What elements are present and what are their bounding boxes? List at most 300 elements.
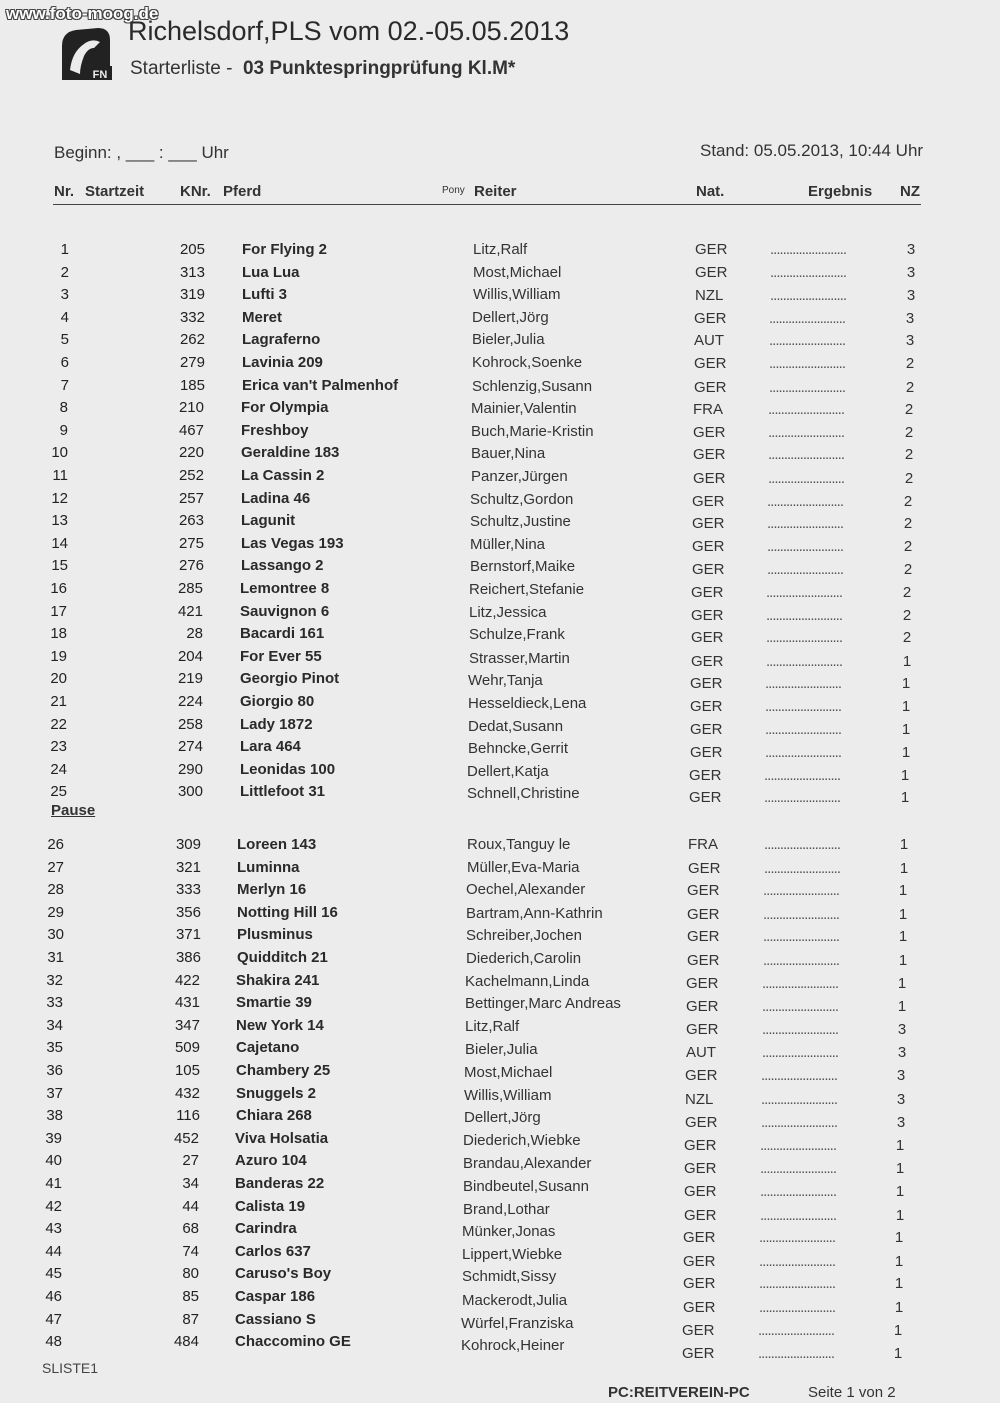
nz-value: 1 bbox=[893, 1345, 903, 1363]
result-field: ........................ bbox=[767, 561, 844, 579]
rider-name: Litz,Ralf bbox=[465, 1017, 520, 1035]
table-row bbox=[0, 1197, 1000, 1224]
nationality: GER bbox=[687, 928, 720, 946]
nz-value: 3 bbox=[896, 1067, 906, 1084]
result-field: ........................ bbox=[770, 241, 847, 258]
nz-value: 1 bbox=[900, 789, 910, 807]
rider-name: Bieler,Julia bbox=[465, 1041, 538, 1059]
nationality: GER bbox=[694, 355, 727, 372]
rider-name: Bettinger,Marc Andreas bbox=[465, 995, 621, 1013]
result-field: ........................ bbox=[761, 1114, 838, 1132]
nationality: NZL bbox=[695, 287, 724, 305]
nz-value: 1 bbox=[894, 1299, 904, 1316]
rider-name: Hesseldieck,Lena bbox=[468, 695, 587, 712]
page-title: Richelsdorf,PLS vom 02.-05.05.2013 bbox=[128, 16, 570, 46]
starter-number: 17 bbox=[50, 602, 67, 620]
result-field: ........................ bbox=[763, 882, 840, 900]
result-field: ........................ bbox=[760, 1136, 837, 1154]
starter-number: 13 bbox=[51, 512, 68, 530]
starter-number: 10 bbox=[51, 444, 68, 462]
nz-value: 3 bbox=[906, 263, 916, 281]
table-row bbox=[0, 512, 1000, 534]
nationality: GER bbox=[687, 952, 720, 969]
starter-number: 30 bbox=[47, 926, 64, 944]
result-field: ........................ bbox=[766, 652, 843, 670]
nz-value: 3 bbox=[897, 1044, 907, 1062]
horse-name: Loreen 143 bbox=[237, 836, 317, 853]
nationality: GER bbox=[685, 1114, 718, 1132]
horse-name: For Flying 2 bbox=[242, 241, 328, 258]
competitor-number: 421 bbox=[177, 602, 203, 620]
result-field: ........................ bbox=[758, 1345, 835, 1363]
result-field: ........................ bbox=[768, 401, 845, 419]
rider-name: Schultz,Justine bbox=[470, 513, 571, 531]
rider-name: Mackerodt,Julia bbox=[462, 1292, 568, 1309]
competitor-number: 28 bbox=[186, 625, 203, 643]
table-row bbox=[0, 1265, 1000, 1293]
header-pferd: Pferd bbox=[223, 183, 262, 200]
nationality: GER bbox=[691, 629, 724, 647]
nz-value: 3 bbox=[905, 309, 915, 327]
horse-name: Lavinia 209 bbox=[242, 354, 323, 371]
starter-number: 21 bbox=[50, 693, 67, 710]
table-row bbox=[0, 904, 1000, 926]
rider-name: Dedat,Susann bbox=[468, 717, 564, 735]
result-field: ........................ bbox=[759, 1299, 836, 1316]
result-field: ........................ bbox=[769, 332, 846, 350]
nationality: GER bbox=[683, 1252, 716, 1270]
starter-number: 25 bbox=[50, 783, 67, 801]
table-row bbox=[0, 1242, 1000, 1270]
list-code: SLISTE1 bbox=[42, 1360, 99, 1376]
competitor-number: 371 bbox=[175, 926, 201, 944]
starter-number: 4 bbox=[60, 308, 69, 326]
header-nz: NZ bbox=[900, 183, 920, 200]
header-knr: KNr. bbox=[180, 183, 211, 200]
nz-value: 1 bbox=[901, 744, 911, 762]
header-reiter: Reiter bbox=[474, 183, 517, 200]
result-field: ........................ bbox=[761, 1067, 838, 1084]
nationality: AUT bbox=[694, 332, 724, 350]
rider-name: Litz,Jessica bbox=[469, 603, 547, 621]
rider-name: Lippert,Wiebke bbox=[462, 1245, 563, 1263]
rider-name: Most,Michael bbox=[473, 263, 562, 281]
nz-value: 1 bbox=[899, 859, 909, 877]
table-row bbox=[0, 881, 1000, 903]
competitor-number: 333 bbox=[175, 881, 201, 899]
nz-value: 1 bbox=[894, 1229, 904, 1247]
nz-value: 1 bbox=[894, 1275, 904, 1293]
result-field: ........................ bbox=[758, 1321, 835, 1339]
competitor-number: 210 bbox=[178, 399, 204, 417]
table-row bbox=[0, 241, 1000, 263]
starter-number: 48 bbox=[45, 1333, 62, 1351]
table-row bbox=[0, 264, 1000, 286]
result-field: ........................ bbox=[762, 974, 839, 992]
starter-number: 41 bbox=[45, 1175, 62, 1192]
competitor-number: 321 bbox=[175, 858, 201, 876]
starter-number: 23 bbox=[50, 738, 67, 756]
competitor-number: 300 bbox=[177, 783, 203, 801]
table-row bbox=[0, 444, 1000, 466]
competitor-number: 68 bbox=[182, 1220, 199, 1238]
competitor-number: 356 bbox=[175, 903, 201, 921]
starter-number: 47 bbox=[45, 1310, 62, 1328]
nz-value: 3 bbox=[905, 332, 915, 350]
rider-name: Diederich,Carolin bbox=[466, 950, 582, 967]
nz-value: 1 bbox=[898, 905, 908, 923]
result-field: ........................ bbox=[762, 1044, 839, 1062]
starter-number: 6 bbox=[60, 354, 69, 371]
nationality: GER bbox=[690, 720, 723, 738]
table-row bbox=[0, 467, 1000, 489]
nationality: GER bbox=[686, 1020, 719, 1038]
competitor-number: 34 bbox=[182, 1175, 199, 1192]
horse-name: Notting Hill 16 bbox=[237, 903, 338, 921]
nz-value: 1 bbox=[899, 836, 909, 853]
horse-name: Caspar 186 bbox=[235, 1288, 316, 1305]
nz-value: 1 bbox=[901, 698, 911, 715]
nz-value: 2 bbox=[902, 584, 912, 601]
header-nat: Nat. bbox=[696, 183, 725, 200]
nationality: GER bbox=[687, 905, 720, 923]
nationality: GER bbox=[687, 882, 720, 900]
result-field: ........................ bbox=[759, 1275, 836, 1293]
horse-name: Chaccomino GE bbox=[235, 1333, 351, 1351]
rider-name: Brandau,Alexander bbox=[463, 1155, 592, 1173]
result-field: ........................ bbox=[763, 952, 840, 969]
table-row bbox=[0, 557, 1000, 579]
pause-label: Pause bbox=[51, 802, 96, 819]
nationality: GER bbox=[694, 378, 727, 396]
nz-value: 1 bbox=[901, 675, 911, 693]
table-row bbox=[0, 716, 1000, 738]
nz-value: 3 bbox=[906, 287, 916, 305]
horse-name: Azuro 104 bbox=[235, 1152, 307, 1170]
nz-value: 2 bbox=[904, 446, 914, 464]
nationality: FRA bbox=[693, 401, 723, 419]
starter-number: 18 bbox=[50, 625, 67, 643]
starter-number: 1 bbox=[60, 241, 69, 258]
page-subtitle bbox=[130, 58, 515, 80]
competitor-number: 258 bbox=[177, 715, 203, 733]
rider-name: Bernstorf,Maike bbox=[470, 558, 576, 576]
rider-name: Münker,Jonas bbox=[462, 1223, 556, 1241]
horse-name: Lagraferno bbox=[242, 331, 321, 349]
horse-name: Giorgio 80 bbox=[240, 693, 315, 710]
nz-value: 2 bbox=[904, 401, 914, 419]
starter-number: 24 bbox=[50, 760, 67, 778]
result-field: ........................ bbox=[766, 606, 843, 624]
horse-name: Lemontree 8 bbox=[240, 580, 330, 597]
nationality: GER bbox=[690, 744, 723, 762]
horse-name: Las Vegas 193 bbox=[241, 534, 344, 552]
result-field: ........................ bbox=[765, 744, 842, 762]
result-field: ........................ bbox=[767, 515, 844, 533]
result-field: ........................ bbox=[759, 1229, 836, 1247]
horse-name: Lagunit bbox=[241, 512, 296, 530]
table-row bbox=[0, 1288, 1000, 1316]
starter-number: 15 bbox=[51, 557, 68, 575]
header-divider bbox=[53, 204, 921, 205]
start-time: Beginn: , ___ : ___ Uhr bbox=[54, 143, 229, 162]
competitor-number: 431 bbox=[174, 994, 200, 1012]
horse-name: Cajetano bbox=[236, 1039, 300, 1057]
horse-name: Leonidas 100 bbox=[240, 760, 336, 778]
rider-name: Schmidt,Sissy bbox=[462, 1268, 557, 1286]
starter-number: 29 bbox=[47, 903, 64, 921]
competitor-number: 484 bbox=[173, 1333, 199, 1351]
nz-value: 3 bbox=[897, 1020, 907, 1038]
nationality: GER bbox=[684, 1136, 717, 1154]
nationality: GER bbox=[691, 606, 724, 624]
starter-number: 37 bbox=[46, 1084, 63, 1102]
nz-value: 1 bbox=[898, 928, 908, 946]
nz-value: 1 bbox=[901, 720, 911, 738]
horse-name: Lara 464 bbox=[240, 738, 301, 756]
result-field: ........................ bbox=[769, 309, 846, 327]
table-row bbox=[0, 670, 1000, 692]
table-row bbox=[0, 1175, 1000, 1200]
starter-number: 8 bbox=[59, 399, 68, 417]
horse-name: Lassango 2 bbox=[241, 557, 324, 575]
result-field: ........................ bbox=[764, 859, 841, 877]
horse-name: For Ever 55 bbox=[240, 647, 322, 665]
starter-number: 31 bbox=[47, 949, 64, 966]
table-row bbox=[0, 1017, 1000, 1039]
header-pony: Pony bbox=[442, 185, 465, 196]
competitor-number: 105 bbox=[174, 1062, 200, 1079]
nationality: GER bbox=[690, 675, 723, 693]
nz-value: 2 bbox=[905, 355, 915, 372]
nationality: GER bbox=[683, 1275, 716, 1293]
nz-value: 2 bbox=[903, 537, 913, 555]
competitor-number: 252 bbox=[178, 467, 204, 484]
competitor-number: 452 bbox=[173, 1129, 199, 1147]
result-field: ........................ bbox=[767, 537, 844, 555]
nationality: GER bbox=[693, 446, 726, 464]
nz-value: 2 bbox=[903, 561, 913, 579]
table-row bbox=[0, 859, 1000, 881]
rider-name: Strasser,Martin bbox=[469, 649, 570, 667]
table-row bbox=[0, 1333, 1000, 1363]
nationality: GER bbox=[690, 698, 723, 715]
competitor-number: 262 bbox=[179, 331, 205, 349]
header-ergebnis: Ergebnis bbox=[808, 183, 873, 200]
table-row bbox=[0, 1062, 1000, 1084]
result-field: ........................ bbox=[764, 789, 841, 807]
table-row bbox=[0, 535, 1000, 557]
rider-name: Most,Michael bbox=[464, 1064, 553, 1081]
nz-value: 2 bbox=[903, 492, 913, 510]
horse-name: Sauvignon 6 bbox=[240, 602, 330, 620]
rider-name: Litz,Ralf bbox=[473, 241, 528, 258]
table-row bbox=[0, 331, 1000, 353]
horse-name: Merlyn 16 bbox=[237, 881, 307, 899]
starter-number: 38 bbox=[46, 1107, 63, 1125]
competitor-number: 74 bbox=[182, 1242, 199, 1260]
horse-name: Lua Lua bbox=[242, 263, 300, 281]
competitor-number: 509 bbox=[174, 1039, 200, 1057]
table-row bbox=[0, 1107, 1000, 1132]
nationality: AUT bbox=[686, 1044, 716, 1062]
horse-name: Freshboy bbox=[241, 421, 309, 439]
starter-number: 28 bbox=[47, 881, 64, 899]
nationality: GER bbox=[689, 789, 722, 807]
result-field: ........................ bbox=[770, 263, 847, 281]
result-field: ........................ bbox=[769, 378, 846, 396]
competitor-number: 422 bbox=[174, 971, 200, 989]
nationality: GER bbox=[694, 309, 727, 327]
competitor-number: 80 bbox=[182, 1265, 199, 1283]
rider-name: Behncke,Gerrit bbox=[468, 740, 569, 758]
starter-number: 14 bbox=[51, 534, 68, 552]
rider-name: Bauer,Nina bbox=[471, 445, 546, 463]
starter-number: 46 bbox=[45, 1288, 62, 1305]
nationality: GER bbox=[684, 1206, 717, 1224]
table-row bbox=[0, 926, 1000, 948]
nationality: GER bbox=[688, 859, 721, 877]
rider-name: Dellert,Jörg bbox=[464, 1109, 541, 1127]
horse-name: Ladina 46 bbox=[241, 489, 311, 507]
table-row bbox=[0, 603, 1000, 625]
nz-value: 1 bbox=[897, 974, 907, 992]
starter-number: 2 bbox=[60, 263, 69, 281]
event-name: 03 Punktespringprüfung Kl.M* bbox=[242, 58, 516, 79]
nz-value: 1 bbox=[895, 1183, 905, 1200]
nationality: GER bbox=[693, 423, 726, 441]
rider-name: Willis,William bbox=[473, 286, 561, 304]
starter-number: 16 bbox=[50, 580, 67, 597]
result-field: ........................ bbox=[765, 720, 842, 738]
nationality: GER bbox=[693, 470, 726, 487]
competitor-number: 432 bbox=[174, 1084, 200, 1102]
result-field: ........................ bbox=[762, 1020, 839, 1038]
table-row bbox=[0, 422, 1000, 444]
rider-name: Schulze,Frank bbox=[469, 626, 565, 644]
horse-name: Cassiano S bbox=[235, 1310, 316, 1328]
starter-number: 36 bbox=[46, 1062, 63, 1079]
competitor-number: 220 bbox=[178, 444, 204, 462]
starter-number: 44 bbox=[45, 1242, 62, 1260]
result-field: ........................ bbox=[763, 928, 840, 946]
horse-name: Viva Holsatia bbox=[235, 1129, 329, 1147]
rider-name: Dellert,Jörg bbox=[472, 308, 549, 326]
table-row bbox=[0, 994, 1000, 1016]
horse-name: Littlefoot 31 bbox=[240, 783, 325, 801]
result-field: ........................ bbox=[760, 1160, 837, 1178]
nz-value: 1 bbox=[897, 998, 907, 1016]
starter-number: 43 bbox=[45, 1220, 62, 1238]
table-row bbox=[0, 1085, 1000, 1107]
header-startzeit: Startzeit bbox=[85, 183, 145, 200]
competitor-number: 285 bbox=[177, 580, 203, 597]
table-row bbox=[0, 836, 1000, 858]
table-row bbox=[0, 1130, 1000, 1152]
horse-name: Geraldine 183 bbox=[241, 444, 340, 462]
competitor-number: 204 bbox=[177, 647, 203, 665]
nationality: GER bbox=[686, 998, 719, 1016]
result-field: ........................ bbox=[765, 698, 842, 715]
competitor-number: 87 bbox=[182, 1310, 199, 1328]
table-row bbox=[0, 309, 1000, 331]
table-row bbox=[0, 354, 1000, 376]
competitor-number: 309 bbox=[175, 836, 201, 853]
competitor-number: 467 bbox=[178, 421, 204, 439]
table-row bbox=[0, 399, 1000, 421]
nz-value: 1 bbox=[900, 766, 910, 784]
rider-name: Oechel,Alexander bbox=[466, 881, 586, 899]
nationality: GER bbox=[695, 263, 728, 281]
horse-name: Shakira 241 bbox=[236, 971, 320, 989]
competitor-number: 276 bbox=[178, 557, 204, 575]
starter-number: 3 bbox=[60, 286, 69, 304]
table-row bbox=[0, 693, 1000, 715]
nationality: GER bbox=[685, 1067, 718, 1084]
competitor-number: 386 bbox=[175, 949, 201, 966]
rider-name: Würfel,Franziska bbox=[461, 1314, 574, 1332]
fn-logo-icon bbox=[58, 26, 114, 82]
nz-value: 1 bbox=[895, 1160, 905, 1178]
table-row bbox=[0, 490, 1000, 512]
horse-name: Chiara 268 bbox=[236, 1107, 312, 1125]
horse-name: Chambery 25 bbox=[236, 1062, 331, 1079]
pc-label: PC:REITVEREIN-PC bbox=[608, 1384, 750, 1401]
nationality: GER bbox=[692, 537, 725, 555]
competitor-number: 332 bbox=[179, 308, 205, 326]
horse-name: Luminna bbox=[237, 858, 300, 876]
nationality: GER bbox=[682, 1321, 715, 1339]
result-field: ........................ bbox=[760, 1183, 837, 1200]
subtitle-prefix: Starterliste - bbox=[130, 58, 233, 79]
result-field: ........................ bbox=[763, 905, 840, 923]
rider-name: Schnell,Christine bbox=[467, 785, 580, 803]
table-row bbox=[0, 1152, 1000, 1178]
rider-name: Brand,Lothar bbox=[463, 1200, 550, 1218]
horse-name: Lady 1872 bbox=[240, 715, 313, 733]
nationality: GER bbox=[684, 1183, 717, 1200]
rider-name: Wehr,Tanja bbox=[468, 672, 543, 690]
nz-value: 2 bbox=[902, 629, 912, 647]
nz-value: 1 bbox=[893, 1321, 903, 1339]
result-field: ........................ bbox=[768, 446, 845, 464]
svg-text:FN: FN bbox=[92, 69, 108, 81]
starter-number: 34 bbox=[46, 1016, 63, 1034]
result-field: ........................ bbox=[768, 423, 845, 441]
rider-name: Diederich,Wiebke bbox=[463, 1131, 581, 1149]
rider-name: Bindbeutel,Susann bbox=[463, 1178, 589, 1195]
table-row bbox=[0, 377, 1000, 399]
result-field: ........................ bbox=[769, 355, 846, 372]
status-timestamp: Stand: 05.05.2013, 10:44 Uhr bbox=[700, 141, 924, 160]
horse-name: New York 14 bbox=[236, 1016, 324, 1034]
horse-name: Caruso's Boy bbox=[235, 1265, 332, 1283]
nz-value: 1 bbox=[902, 652, 912, 670]
rider-name: Schultz,Gordon bbox=[470, 490, 574, 508]
rider-name: Bieler,Julia bbox=[472, 331, 545, 349]
rider-name: Buch,Marie-Kristin bbox=[471, 422, 594, 440]
nationality: GER bbox=[691, 584, 724, 601]
starter-number: 7 bbox=[60, 376, 69, 394]
rider-name: Kachelmann,Linda bbox=[465, 972, 590, 990]
rider-name: Mainier,Valentin bbox=[471, 400, 577, 418]
nz-value: 1 bbox=[895, 1136, 905, 1154]
starter-number: 45 bbox=[45, 1265, 62, 1283]
nz-value: 2 bbox=[904, 470, 914, 487]
watermark: www.foto-moog.de bbox=[6, 4, 159, 23]
competitor-number: 347 bbox=[174, 1016, 200, 1034]
horse-name: Smartie 39 bbox=[236, 994, 312, 1012]
